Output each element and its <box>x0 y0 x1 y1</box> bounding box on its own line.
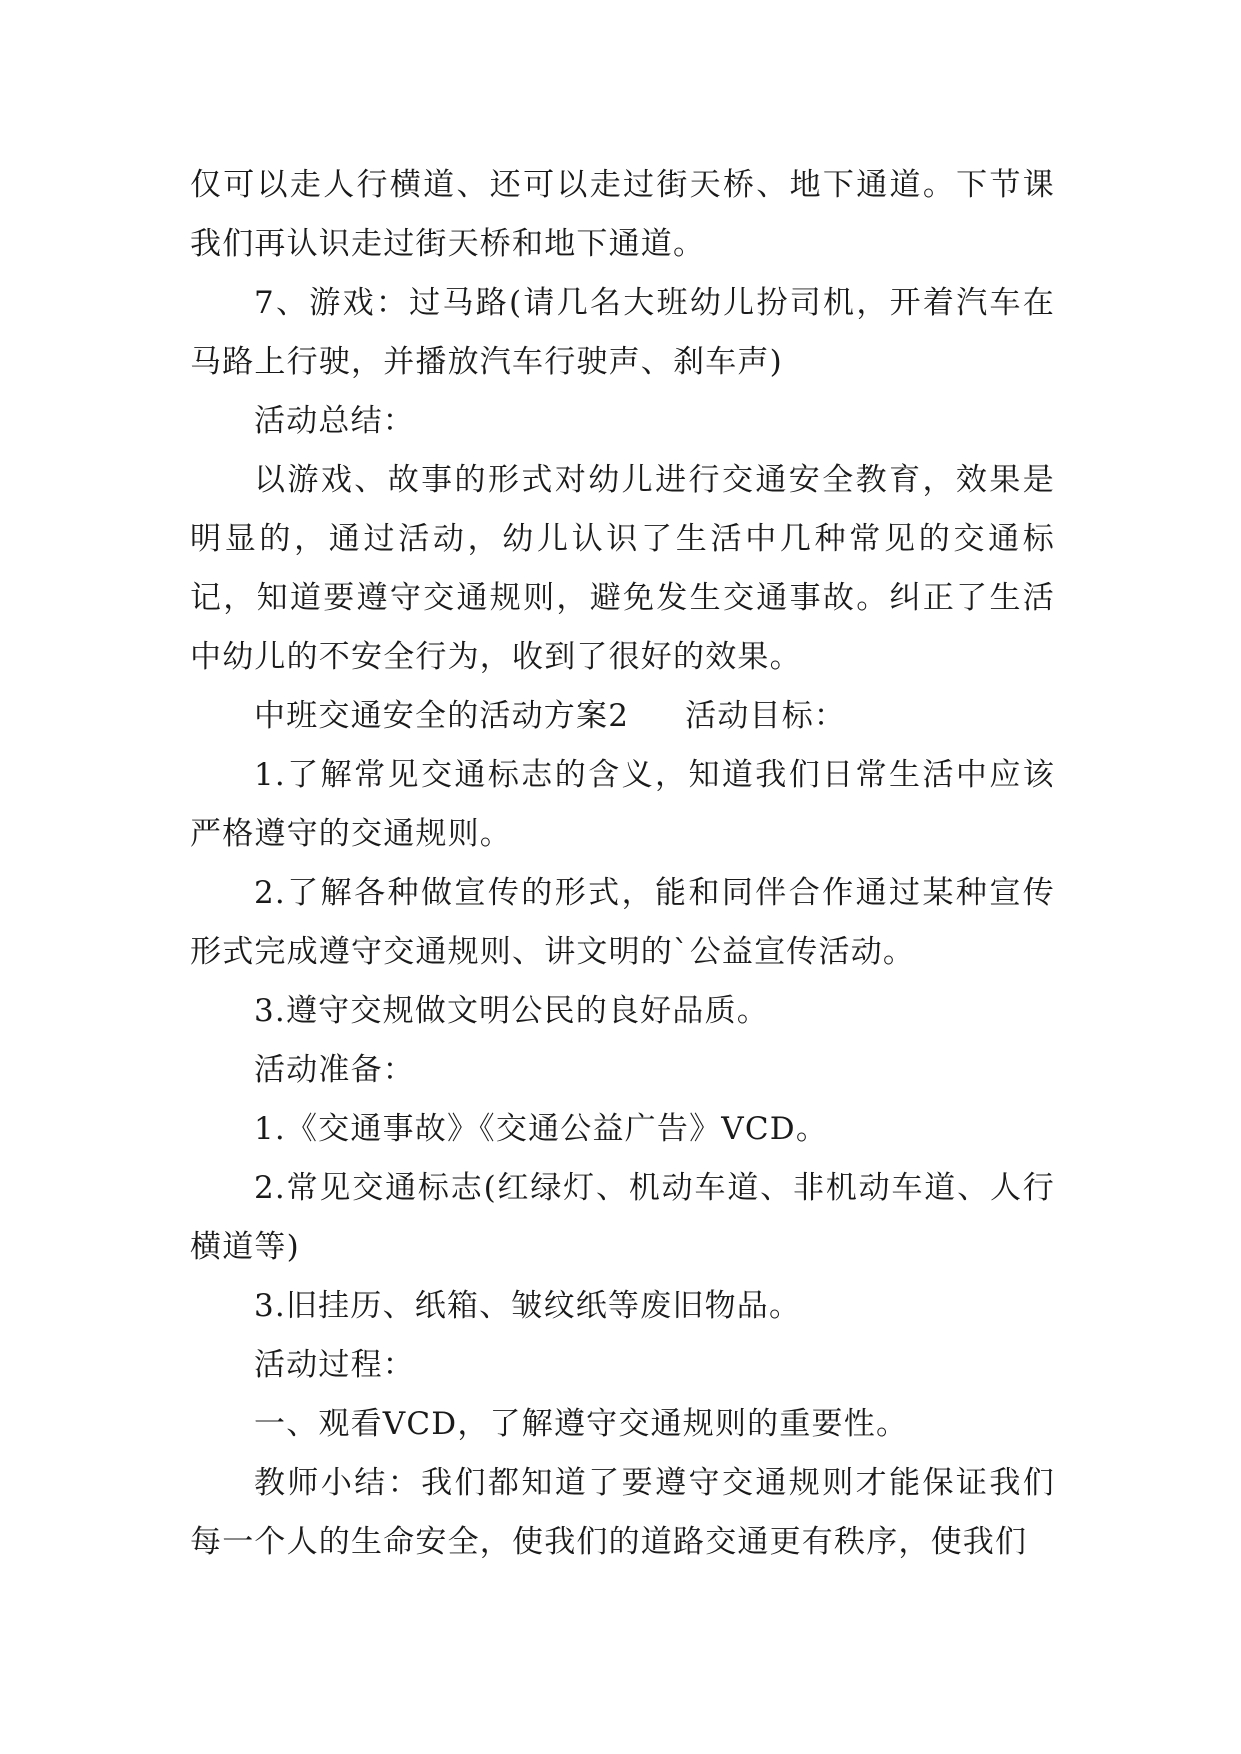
process-step-1: 一、观看VCD，了解遵守交通规则的重要性。 <box>254 1406 909 1442</box>
heading-activity-summary: 活动总结： <box>254 403 415 439</box>
preparation-item-3: 3.旧挂历、纸箱、皱纹纸等废旧物品。 <box>254 1288 802 1324</box>
paragraph-teacher-summary: 教师小结：我们都知道了要遵守交通规则才能保证我们每一个人的生命安全，使我们的道路交通更有秩序，使我们 <box>190 1465 1055 1560</box>
section-heading-line <box>190 687 1055 746</box>
section-subtitle-goals: 活动目标： <box>685 698 847 734</box>
goal-item-3: 3.遵守交规做文明公民的良好品质。 <box>254 993 769 1029</box>
preparation-item-2: 2.常见交通标志(红绿灯、机动车道、非机动车道、人行横道等) <box>190 1170 1055 1265</box>
paragraph-crossing-options: 仅可以走人行横道、还可以走过街天桥、地下通道。下节课我们再认识走过街天桥和地下通道。 <box>190 167 1055 262</box>
paragraph-game-crossing-road: 7、游戏：过马路(请几名大班幼儿扮司机，开着汽车在马路上行驶，并播放汽车行驶声、刹车声) <box>190 285 1055 380</box>
heading-activity-preparation: 活动准备： <box>254 1052 415 1088</box>
goal-item-2: 2.了解各种做宣传的形式，能和同伴合作通过某种宣传形式完成遵守交通规则、讲文明的`公益宣传活动。 <box>190 875 1055 970</box>
section-title: 中班交通安全的活动方案2 <box>254 698 630 734</box>
document-body <box>190 156 1055 1572</box>
heading-activity-process: 活动过程： <box>254 1347 415 1383</box>
preparation-item-1: 1.《交通事故》《交通公益广告》VCD。 <box>254 1111 829 1147</box>
paragraph-summary-text: 以游戏、故事的形式对幼儿进行交通安全教育，效果是明显的，通过活动，幼儿认识了生活中几种常见的交通标记，知道要遵守交通规则，避免发生交通事故。纠正了生活中幼儿的不安全行为，收到了很好的效果。 <box>190 462 1055 675</box>
goal-item-1: 1.了解常见交通标志的含义，知道我们日常生活中应该严格遵守的交通规则。 <box>190 757 1055 852</box>
